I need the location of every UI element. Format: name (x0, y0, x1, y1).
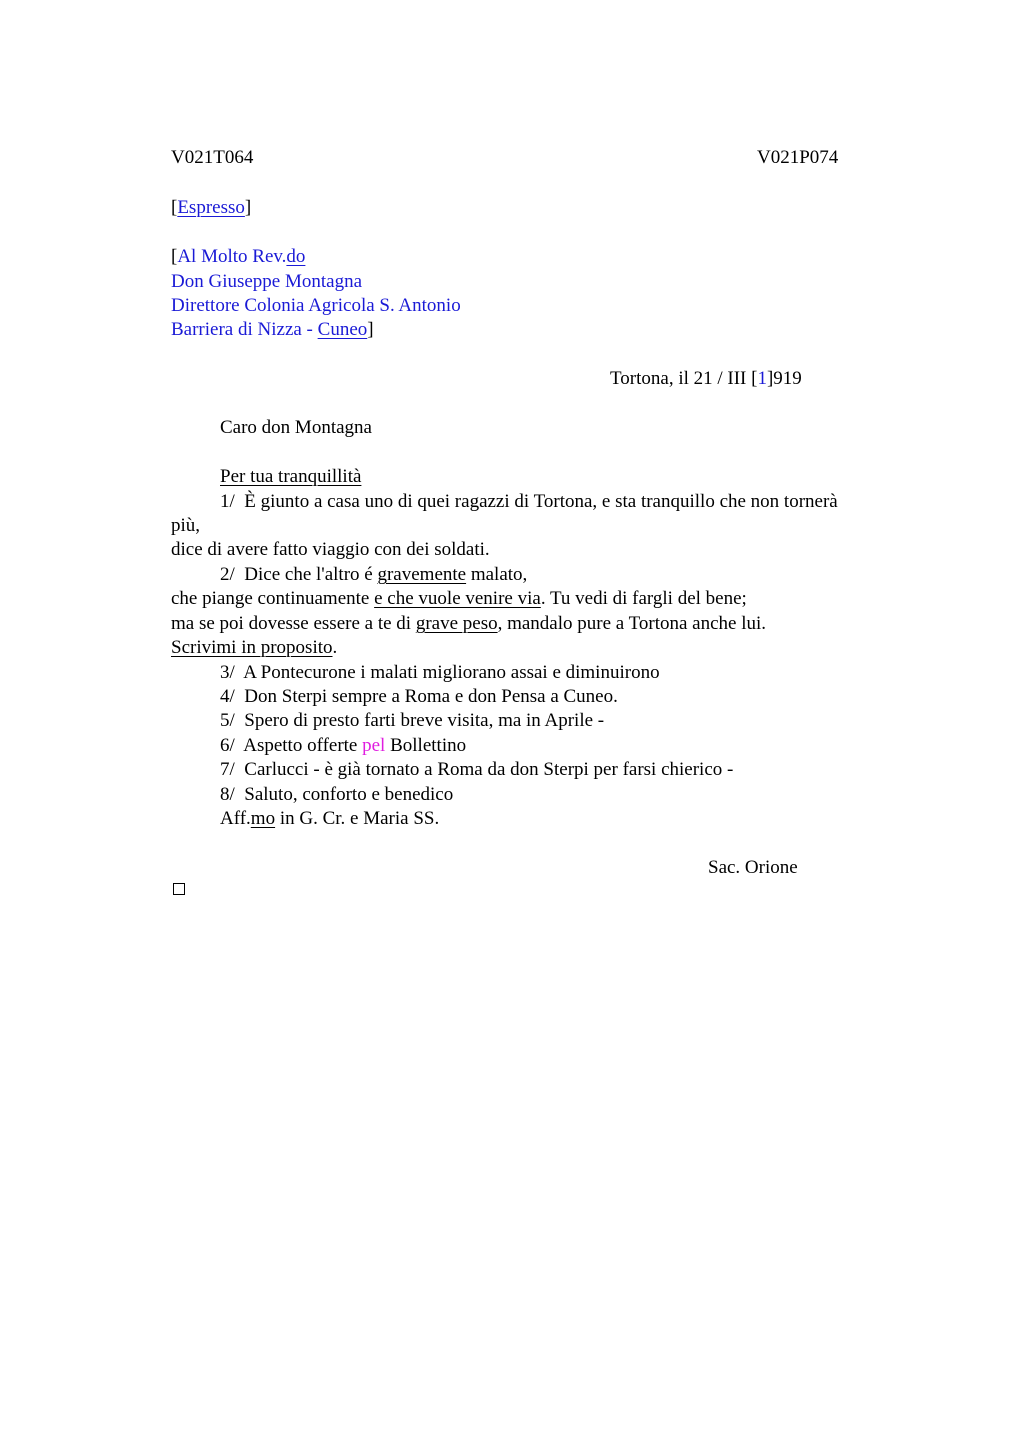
document-code-right: V021P074 (757, 147, 839, 168)
body-item-1-line-3: dice di avere fatto viaggio con dei soldati. (171, 539, 490, 560)
date-insertion: 1 (757, 368, 767, 389)
closing-line: Aff.mo in G. Cr. e Maria SS. (220, 808, 440, 829)
salutation: Caro don Montagna (220, 417, 372, 438)
body-item-7: 7/ Carlucci - è già tornato a Roma da don Sterpi per farsi chierico - (220, 759, 734, 780)
body-item-2-line-4: Scrivimi in proposito. (171, 637, 338, 658)
highlighted-word: pel (362, 735, 386, 756)
address-line-2: Don Giuseppe Montagna (171, 271, 363, 292)
body-item-2-line-3: ma se poi dovesse essere a te di grave peso, mandalo pure a Tortona anche lui. (171, 613, 767, 634)
address-line-1: [Al Molto Rev.do (171, 246, 306, 267)
body-item-3: 3/ A Pontecurone i malati migliorano assai e diminuirono (220, 662, 660, 683)
delivery-label-link[interactable]: Espresso (177, 197, 245, 218)
signature: Sac. Orione (708, 857, 798, 878)
body-item-5: 5/ Spero di presto farti breve visita, ma in Aprile - (220, 710, 605, 731)
body-item-6: 6/ Aspetto offerte pel Bollettino (220, 735, 467, 756)
body-heading: Per tua tranquillità (220, 466, 362, 487)
document-code-left: V021T064 (171, 147, 254, 168)
delivery-note: [Espresso] (171, 197, 252, 218)
body-item-4: 4/ Don Sterpi sempre a Roma e don Pensa a Cuneo. (220, 686, 618, 707)
address-line-3: Direttore Colonia Agricola S. Antonio (171, 295, 461, 316)
checkbox-square-icon (173, 883, 185, 895)
body-item-8: 8/ Saluto, conforto e benedico (220, 784, 454, 805)
address-abbreviation-link[interactable]: do (286, 246, 306, 267)
address-city-link[interactable]: Cuneo (317, 319, 368, 340)
body-item-1-line-1: 1/ È giunto a casa uno di quei ragazzi di Tortona, e sta tranquillo che non tornerà (220, 491, 838, 512)
address-line-4: Barriera di Nizza - Cuneo] (171, 319, 374, 340)
body-item-2-line-2: che piange continuamente e che vuole venire via. Tu vedi di fargli del bene; (171, 588, 747, 609)
body-item-1-line-2: più, (171, 515, 201, 536)
body-item-2-line-1: 2/ Dice che l'altro é gravemente malato, (220, 564, 528, 585)
letter-date: Tortona, il 21 / III [1]919 (610, 368, 802, 389)
